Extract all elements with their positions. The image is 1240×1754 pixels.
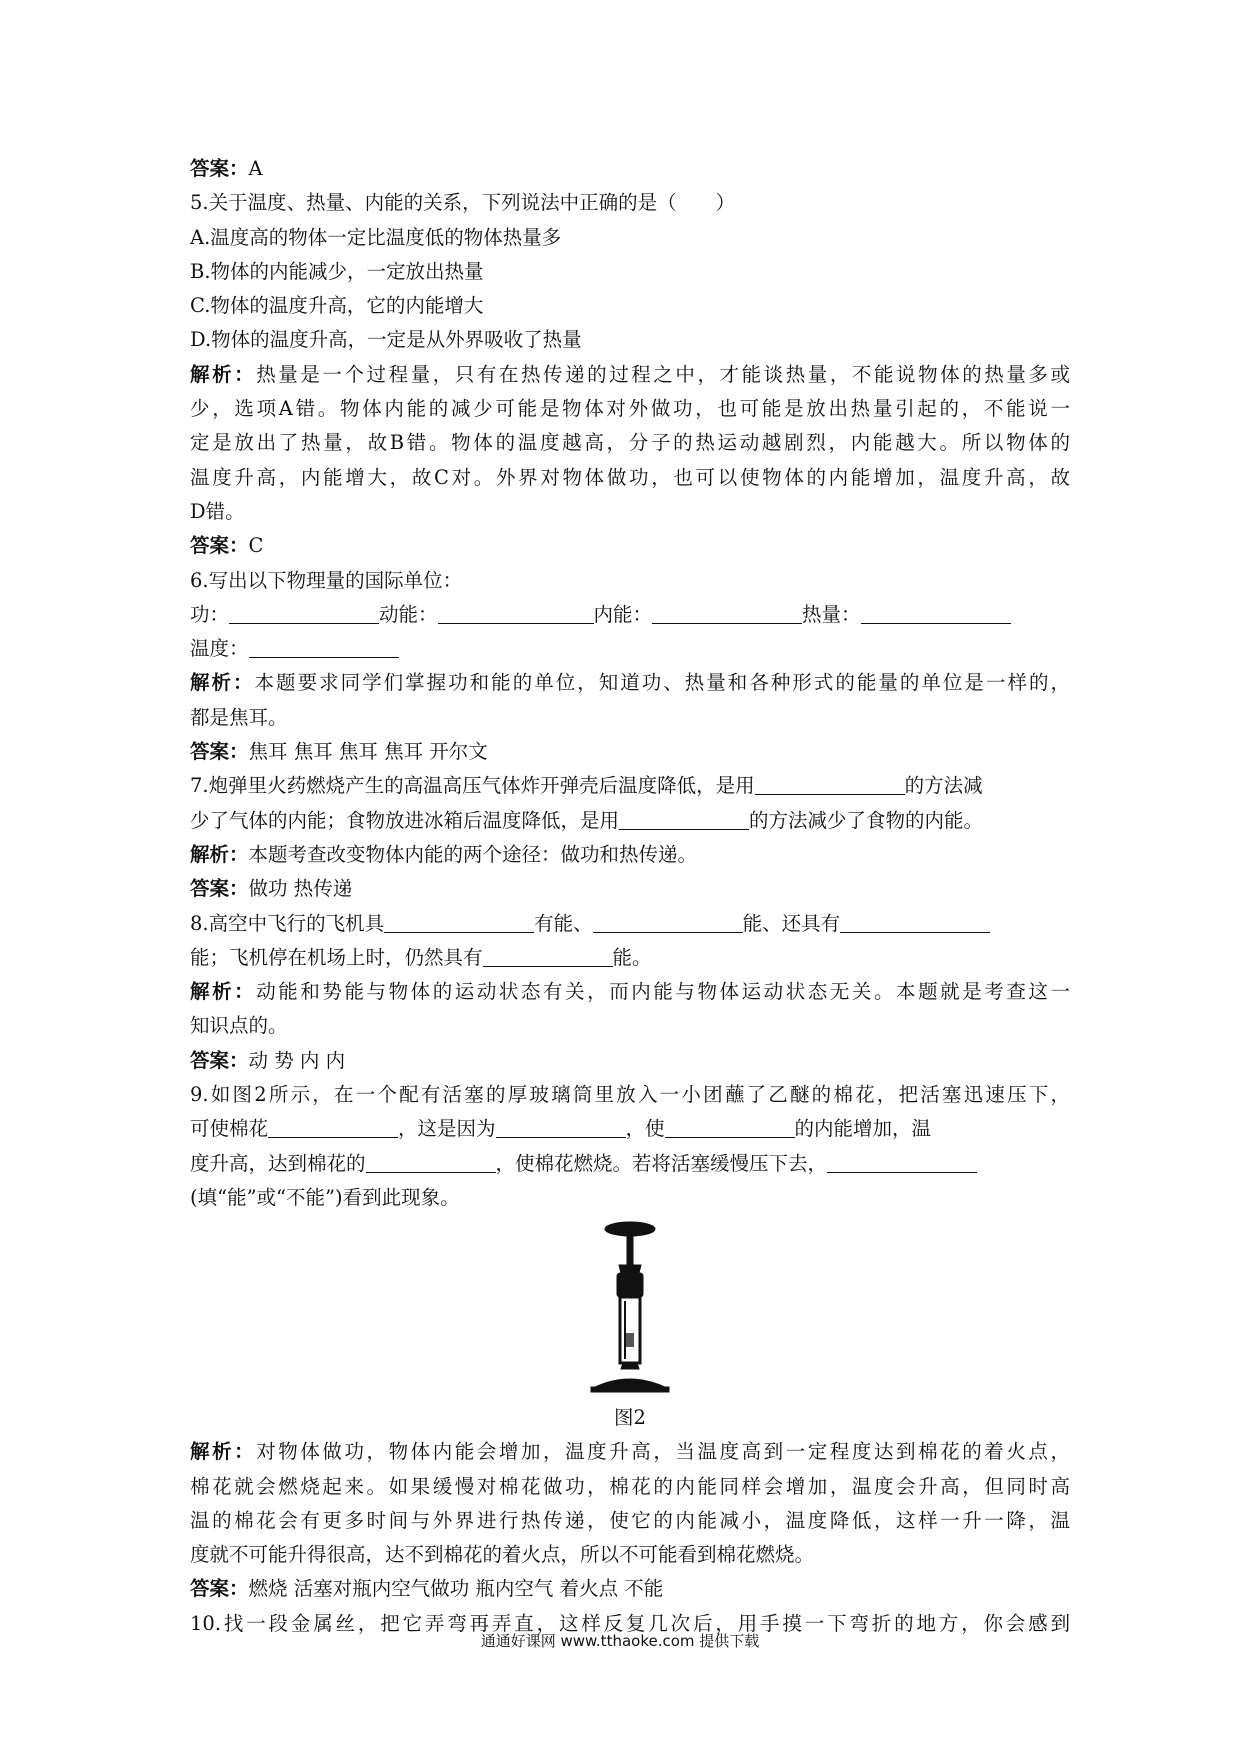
q5-answer: 答案：C [190,534,264,558]
answer-blank [593,910,743,933]
answer-blank [229,601,379,624]
q6-analysis-line: 都是焦耳。 [190,705,288,729]
answer-blank [840,910,990,933]
q7-answer: 答案：做功 热传递 [190,877,353,901]
answer-blank [665,1115,795,1138]
q6-blanks-row: 温度： [190,632,1070,666]
q5-option-c: C.物体的温度升高，它的内能增大 [190,294,484,318]
figure-2 [190,1215,1070,1401]
answer-blank [384,910,534,933]
q5-analysis-line: 少，选项A错。物体内能的减少可能是物体对外做功，也可能是放出热量引起的，不能说一 [190,397,1070,421]
answer-blank [861,601,1011,624]
answer-blank [652,601,802,624]
figure-caption: 图2 [614,1406,646,1430]
q9-question-line: (填“能”或“不能”)看到此现象。 [190,1185,460,1209]
document-body [190,152,1070,1641]
answer-blank [755,772,905,795]
q5-option-d: D.物体的温度升高，一定是从外界吸收了热量 [190,328,582,352]
q5-option-b: B.物体的内能减少，一定放出热量 [190,259,484,283]
q5-analysis-line: 解析：热量是一个过程量，只有在热传递的过程之中，才能谈热量，不能说物体的热量多或 [190,362,1070,386]
answer-blank [268,1115,398,1138]
answer-blank [249,635,399,658]
answer-blank [496,1115,626,1138]
q8-analysis-line: 知识点的。 [190,1014,288,1038]
q9-question-line: 度升高，达到棉花的 ，使棉花燃烧。若将活塞缓慢压下去， [190,1147,1070,1181]
q9-question-line: 可使棉花 ，这是因为 ，使 的内能增加，温 [190,1117,932,1141]
answer-blank [827,1150,977,1173]
q5-analysis-line: 温度升高，内能增大，故C对。外界对物体做功，也可以使物体的内能增加，温度升高，故 [190,465,1070,489]
q9-answer: 答案：燃烧 活塞对瓶内空气做功 瓶内空气 着火点 不能 [190,1577,664,1601]
q7-question-line: 7.炮弹里火药燃烧产生的高温高压气体炸开弹壳后温度降低，是用 的方法减 [190,774,983,798]
piston-cylinder-illustration [190,1215,1070,1401]
q9-analysis-line: 温的棉花会有更多时间与外界进行热传递，使它的内能减小，温度降低，这样一升一降，温 [190,1508,1070,1532]
q6-analysis-line: 解析：本题要求同学们掌握功和能的单位，知道功、热量和各种形式的能量的单位是一样的， [190,671,1070,695]
q4-answer: 答案：A [190,157,263,180]
q6-blanks-row: 功： 动能： 内能： 热量： [190,598,1070,632]
q7-question-line: 少了气体的内能；食物放进冰箱后温度降低，是用 的方法减少了食物的内能。 [190,808,984,832]
q8-question-line: 8.高空中飞行的飞机具 有能、 能、还具有 [190,907,1070,941]
q9-analysis-line: 度就不可能升得很高，达不到棉花的着火点，所以不可能看到棉花燃烧。 [190,1543,815,1567]
answer-blank [438,601,594,624]
q8-question-line: 能；飞机停在机场上时，仍然具有 能。 [190,945,652,969]
q10-question-line: 10.找一段金属丝，把它弄弯再弄直，这样反复几次后，用手摸一下弯折的地方，你会感到 [190,1611,1070,1635]
q5-analysis-line: D错。 [190,499,245,523]
q6-answer: 答案：焦耳 焦耳 焦耳 焦耳 开尔文 [190,740,488,764]
q5-analysis-line: 定是放出了热量，故B错。物体的温度越高，分子的热运动越剧烈，内能越大。所以物体的 [190,431,1070,455]
q9-analysis-line: 棉花就会燃烧起来。如果缓慢对棉花做功，棉花的内能同样会增加，温度会升高，但同时高 [190,1474,1070,1498]
q5-option-a: A.温度高的物体一定比温度低的物体热量多 [190,225,562,249]
q6-question: 6.写出以下物理量的国际单位： [190,568,463,592]
q9-question-line: 9.如图2所示，在一个配有活塞的厚玻璃筒里放入一小团蘸了乙醚的棉花，把活塞迅速压下， [190,1083,1070,1107]
q7-analysis: 解析：本题考查改变物体内能的两个途径：做功和热传递。 [190,842,698,866]
q8-answer: 答案：动 势 内 内 [190,1048,346,1072]
q8-analysis-line: 解析：动能和势能与物体的运动状态有关，而内能与物体运动状态无关。本题就是考查这一 [190,980,1070,1004]
answer-blank [483,944,613,967]
answer-blank [619,807,749,830]
answer-blank [366,1150,496,1173]
q9-analysis-line: 解析：对物体做功，物体内能会增加，温度升高，当温度高到一定程度达到棉花的着火点， [190,1440,1070,1464]
q5-question: 5.关于温度、热量、内能的关系，下列说法中正确的是（ ） [190,191,736,215]
page-footer: 通通好课网 www.tthaoke.com 提供下载 [480,1632,760,1650]
